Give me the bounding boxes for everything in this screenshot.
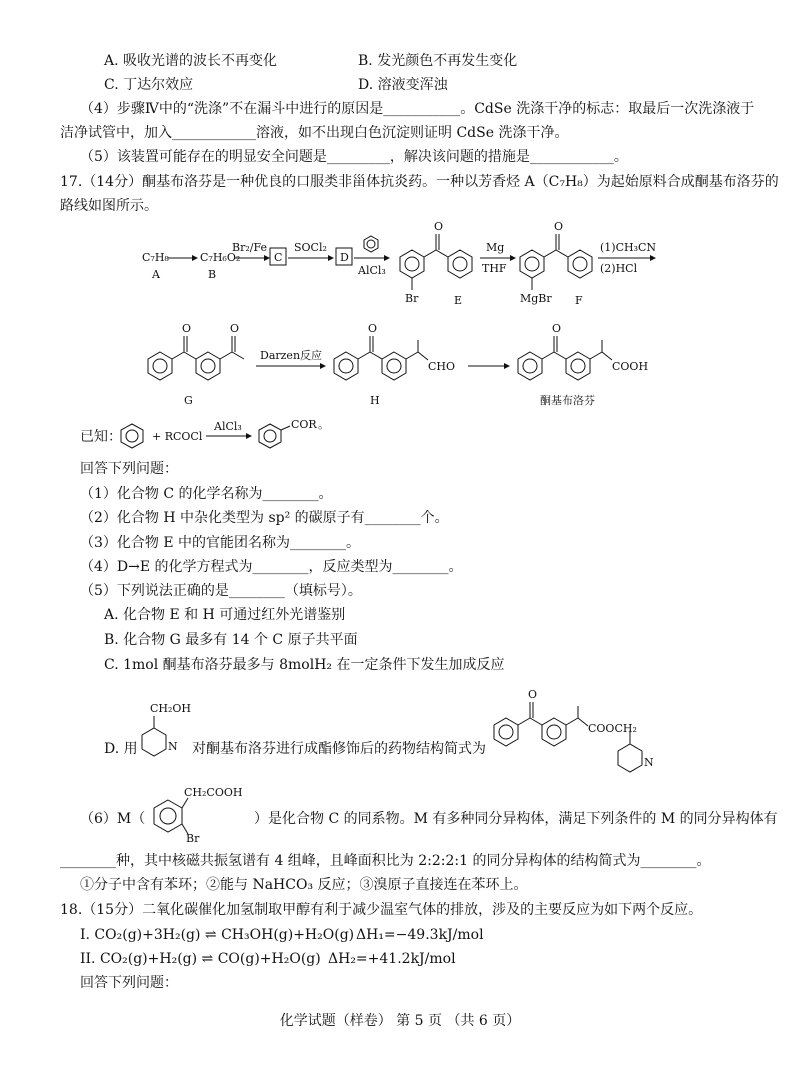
page-footer: 化学试题（样卷） 第 5 页 （共 6 页） bbox=[279, 1013, 521, 1029]
q17-5: （5）下列说法正确的是________（填标号）。 bbox=[80, 583, 362, 599]
f-label: F bbox=[575, 294, 583, 307]
reagent-br2fe: Br₂/Fe bbox=[232, 241, 267, 254]
e-br: Br bbox=[405, 292, 419, 305]
answer-prompt: 回答下列问题： bbox=[80, 461, 178, 477]
q17-6-prefix: （6）M（ bbox=[80, 811, 146, 827]
box-c-label: C bbox=[274, 251, 283, 264]
reagent-hcl: (2)HCl bbox=[600, 262, 638, 275]
option-d: D. 溶液变浑浊 bbox=[358, 77, 448, 93]
reagent-mg: Mg bbox=[486, 241, 505, 254]
compound-f-structure bbox=[520, 234, 592, 290]
product-cooh: COOH bbox=[612, 360, 649, 373]
known-prefix: 已知： bbox=[80, 429, 122, 445]
option-a: A. 吸收光谱的波长不再变化 bbox=[104, 53, 278, 69]
pyridine-n: N bbox=[168, 740, 178, 753]
reagent-alcl3: AlCl₃ bbox=[358, 264, 386, 277]
known-period: 。 bbox=[318, 418, 329, 431]
q17-5-d-middle: 对酮基布洛芬进行成酯修饰后的药物结构简式为 bbox=[192, 741, 486, 757]
q17-3: （3）化合物 E 中的官能团名称为________。 bbox=[80, 535, 361, 551]
g-carbonyl-o2: O bbox=[230, 322, 240, 335]
q17-intro1: 17.（14分）酮基布洛芬是一种优良的口服类非甾体抗炎药。一种以芳香烃 A（C₇H₈）为起始原料合成酮基布洛芬的 bbox=[60, 174, 779, 190]
ketoprofen-structure bbox=[518, 336, 612, 380]
f-mgbr: MgBr bbox=[520, 292, 552, 305]
reagent-ch3cn: (1)CH₃CN bbox=[600, 241, 657, 254]
reagent-thf: THF bbox=[482, 262, 507, 275]
compound-g-structure bbox=[148, 336, 244, 380]
q18-intro: 18.（15分）二氧化碳催化加氢制取甲醇有利于减少温室气体的排放，涉及的主要反应为如下两个反应。 bbox=[60, 902, 703, 918]
q17-5-a: A. 化合物 E 和 H 可通过红外光谱鉴别 bbox=[104, 607, 346, 623]
product-carbonyl-o: O bbox=[552, 322, 562, 335]
known-plus-rcocl: + RCOCl bbox=[152, 430, 203, 443]
pyridine-methanol-structure bbox=[134, 700, 194, 770]
q18-reaction2: II. CO₂(g)+H₂(g) ⇌ CO(g)+H₂O(g) bbox=[80, 951, 321, 967]
product-label: 酮基布洛芬 bbox=[540, 394, 595, 407]
m-ch2cooh: CH₂COOH bbox=[184, 786, 243, 799]
scheme-row1 bbox=[120, 212, 680, 312]
q18-reaction1: I. CO₂(g)+3H₂(g) ⇌ CH₃OH(g)+H₂O(g) bbox=[80, 927, 355, 943]
q4-line2: 洁净试管中，加入____________溶液，如不出现白色沉淀则证明 CdSe 洗涤干净。 bbox=[60, 125, 569, 141]
h-cho: CHO bbox=[428, 360, 456, 373]
a-label: A bbox=[152, 268, 160, 281]
q17-4: （4）D→E 的化学方程式为________，反应类型为________。 bbox=[80, 559, 463, 575]
f-carbonyl-o: O bbox=[554, 220, 564, 233]
compound-e-structure bbox=[400, 234, 472, 290]
ester-cooch2: COOCH₂ bbox=[588, 722, 637, 735]
q18-prompt: 回答下列问题： bbox=[80, 975, 178, 991]
box-d-label: D bbox=[340, 251, 349, 264]
compound-m-structure bbox=[132, 784, 252, 844]
a-formula: C₇H₈ bbox=[142, 251, 169, 264]
q17-5-d-prefix: D. 用 bbox=[104, 741, 138, 757]
g-carbonyl-o1: O bbox=[182, 322, 192, 335]
reagent-socl2: SOCl₂ bbox=[294, 241, 327, 254]
ester-pyridine-n: N bbox=[644, 756, 654, 769]
compound-h-structure bbox=[334, 336, 428, 380]
scheme-row2 bbox=[120, 322, 680, 412]
q4-line1: （4）步骤Ⅳ中的“洗涤”不在漏斗中进行的原因是___________。CdSe 洗涤干净的标志：取最后一次洗涤液于 bbox=[80, 101, 755, 117]
e-label: E bbox=[454, 294, 463, 307]
known-reaction bbox=[118, 414, 338, 454]
benzene-icon bbox=[121, 424, 143, 448]
benzene-reagent-icon bbox=[364, 236, 378, 252]
q18-reaction1-dh: ΔH₁=−49.3kJ/mol bbox=[356, 927, 484, 943]
pyridine-ch2oh: CH₂OH bbox=[150, 702, 192, 715]
ester-carbonyl-o: O bbox=[528, 688, 538, 701]
known-alcl3: AlCl₃ bbox=[214, 420, 242, 433]
q17-5-b: B. 化合物 G 最多有 14 个 C 原子共平面 bbox=[104, 632, 358, 648]
e-carbonyl-o: O bbox=[434, 220, 444, 233]
q17-6-line3: ①分子中含有苯环；②能与 NaHCO₃ 反应；③溴原子直接连在苯环上。 bbox=[80, 877, 528, 893]
h-carbonyl-o: O bbox=[368, 322, 378, 335]
q17-5-c: C. 1mol 酮基布洛芬最多与 8molH₂ 在一定条件下发生加成反应 bbox=[104, 657, 505, 673]
known-cor: COR bbox=[291, 418, 317, 431]
q5: （5）该装置可能存在的明显安全问题是_________，解决该问题的措施是____________。 bbox=[80, 149, 628, 165]
b-formula: C₇H₆O₂ bbox=[200, 251, 241, 264]
g-label: G bbox=[184, 394, 193, 407]
q17-1: （1）化合物 C 的化学名称为________。 bbox=[80, 486, 333, 502]
q17-intro2: 路线如图所示。 bbox=[60, 198, 158, 214]
q17-6-suffix: ）是化合物 C 的同系物。M 有多种同分异构体，满足下列条件的 M 的同分异构体有 bbox=[254, 811, 778, 827]
ester-drug-structure bbox=[490, 680, 690, 790]
q18-reaction2-dh: ΔH₂=+41.2kJ/mol bbox=[328, 951, 456, 967]
h-label: H bbox=[370, 394, 380, 407]
reagent-darzen: Darzen反应 bbox=[260, 349, 323, 362]
aryl-ketone-icon bbox=[259, 424, 290, 448]
q17-2: （2）化合物 H 中杂化类型为 sp² 的碳原子有________个。 bbox=[80, 510, 449, 526]
q17-6-line2: ________种，其中核磁共振氢谱有 4 组峰，且峰面积比为 2:2:2:1 的同分异构体的结构简式为________。 bbox=[60, 853, 711, 869]
option-c: C. 丁达尔效应 bbox=[104, 77, 194, 93]
b-label: B bbox=[208, 268, 217, 281]
m-br: Br bbox=[186, 832, 200, 844]
option-b: B. 发光颜色不再发生变化 bbox=[358, 53, 518, 69]
